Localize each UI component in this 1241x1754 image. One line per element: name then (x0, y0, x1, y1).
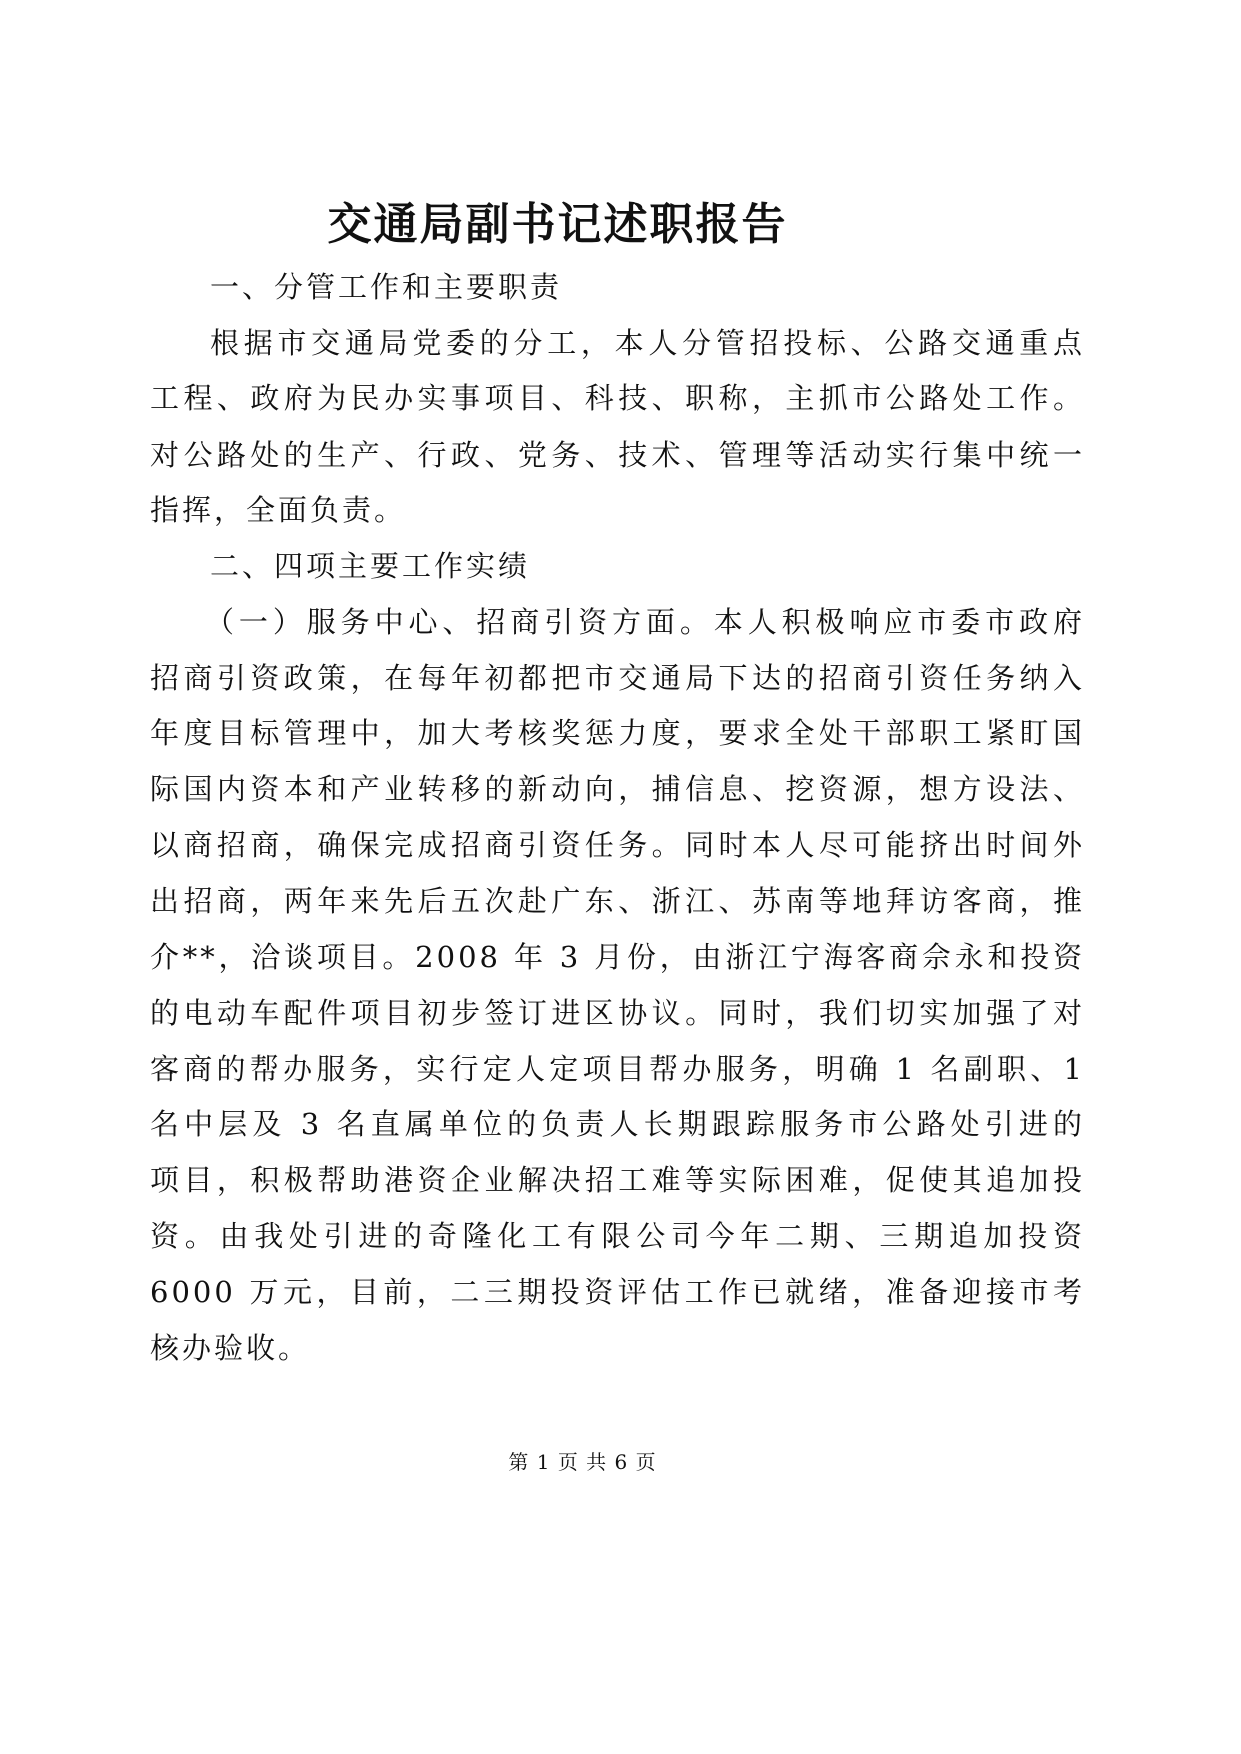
paragraph-line: 根据市交通局党委的分工，本人分管招投标、公路交通重点 (210, 326, 1085, 360)
paragraph-line: 招商引资政策，在每年初都把市交通局下达的招商引资任务纳入 (150, 661, 1085, 695)
page-footer: 第 1 页 共 6 页 (508, 1450, 657, 1474)
paragraph-line: 年度目标管理中，加大考核奖惩力度，要求全处干部职工紧盯国 (150, 716, 1085, 750)
paragraph-line: （一）服务中心、招商引资方面。本人积极响应市委市政府 (205, 605, 1085, 639)
paragraph-line: 资。由我处引进的奇隆化工有限公司今年二期、三期追加投资 (150, 1219, 1085, 1253)
section-heading-2: 二、四项主要工作实绩 (210, 549, 531, 583)
paragraph-line: 项目，积极帮助港资企业解决招工难等实际困难，促使其追加投 (150, 1163, 1085, 1197)
paragraph-line: 名中层及 3 名直属单位的负责人长期跟踪服务市公路处引进的 (150, 1107, 1085, 1141)
paragraph-line: 的电动车配件项目初步签订进区协议。同时，我们切实加强了对 (150, 996, 1085, 1030)
section-heading-1: 一、分管工作和主要职责 (210, 270, 563, 304)
paragraph-line: 对公路处的生产、行政、党务、技术、管理等活动实行集中统一 (150, 438, 1085, 472)
paragraph-line: 出招商，两年来先后五次赴广东、浙江、苏南等地拜访客商，推 (150, 884, 1085, 918)
paragraph-line: 以商招商，确保完成招商引资任务。同时本人尽可能挤出时间外 (150, 828, 1085, 862)
document-title: 交通局副书记述职报告 (327, 199, 788, 250)
paragraph-line: 介**，洽谈项目。2008 年 3 月份，由浙江宁海客商佘永和投资 (150, 940, 1085, 974)
paragraph-line: 核办验收。 (150, 1331, 311, 1365)
paragraph-line: 指挥，全面负责。 (150, 493, 407, 527)
paragraph-line: 6000 万元，目前，二三期投资评估工作已就绪，准备迎接市考 (150, 1275, 1085, 1309)
paragraph-line: 客商的帮办服务，实行定人定项目帮办服务，明确 1 名副职、1 (150, 1052, 1085, 1086)
paragraph-line: 际国内资本和产业转移的新动向，捕信息、挖资源，想方设法、 (150, 772, 1085, 806)
paragraph-line: 工程、政府为民办实事项目、科技、职称，主抓市公路处工作。 (150, 381, 1085, 415)
